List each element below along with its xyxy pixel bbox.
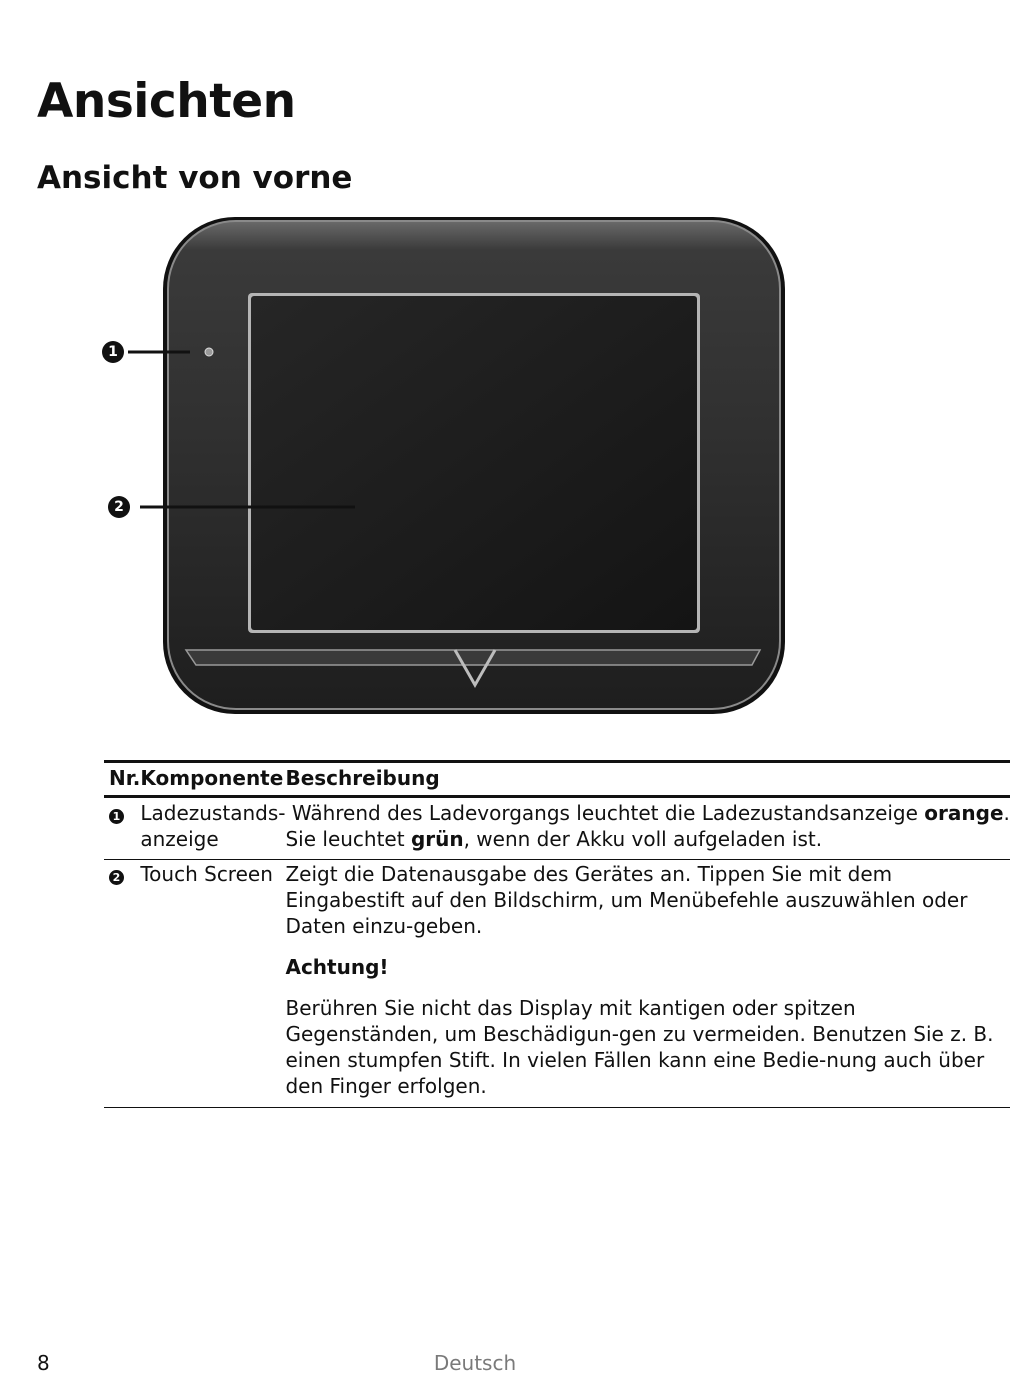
description-bold-orange: orange <box>924 801 1004 825</box>
table-header-row <box>104 762 1010 797</box>
device-figure <box>0 205 950 725</box>
description-text: Während des Ladevorgangs leuchtet die Ladezustandsanzeige <box>285 801 925 825</box>
callout-1: 1 <box>102 341 124 363</box>
row-number-cell <box>104 797 140 860</box>
description-text: , wenn der Akku voll aufgeladen ist. <box>463 827 823 851</box>
component-cell: Touch Screen <box>140 860 285 1108</box>
description-text: . Sie leuchtet <box>285 801 1010 851</box>
header-description: Beschreibung <box>285 762 1009 797</box>
header-component: Komponente <box>140 762 285 797</box>
description-paragraph: Zeigt die Datenausgabe des Gerätes an. Tippen Sie mit dem Eingabestift auf den Bildschirm, um Menübefehle auszuwählen oder Daten einzu-geben. <box>285 862 968 938</box>
warning-heading: Achtung! <box>285 955 389 979</box>
component-cell: Ladezustands- anzeige <box>140 797 285 860</box>
description-cell <box>285 797 1009 860</box>
header-nr: Nr. <box>104 762 140 797</box>
callout-2: 2 <box>108 496 130 518</box>
warning-paragraph: Berühren Sie nicht das Display mit kantigen oder spitzen Gegenständen, um Beschädigun-gen zu vermeiden. Benutzen Sie z. B. einen stumpfen Stift. In vielen Fällen kann eine Bedie-nung auch über den Finger erfolgen. <box>285 996 994 1098</box>
page-title: Ansichten <box>37 74 296 129</box>
table-row <box>104 860 1010 1108</box>
row-number-cell <box>104 860 140 1108</box>
charge-led <box>205 348 213 356</box>
section-title: Ansicht von vorne <box>37 160 353 196</box>
description-bold-gruen: grün <box>410 827 464 851</box>
row-number-badge: 2 <box>109 870 124 885</box>
page-number: 8 <box>37 1351 50 1375</box>
table-row <box>104 797 1010 860</box>
footer-language: Deutsch <box>433 1351 517 1375</box>
row-number-badge: 1 <box>109 809 124 824</box>
description-cell <box>285 860 1009 1108</box>
device-illustration <box>0 205 950 725</box>
component-table <box>104 760 1010 1108</box>
